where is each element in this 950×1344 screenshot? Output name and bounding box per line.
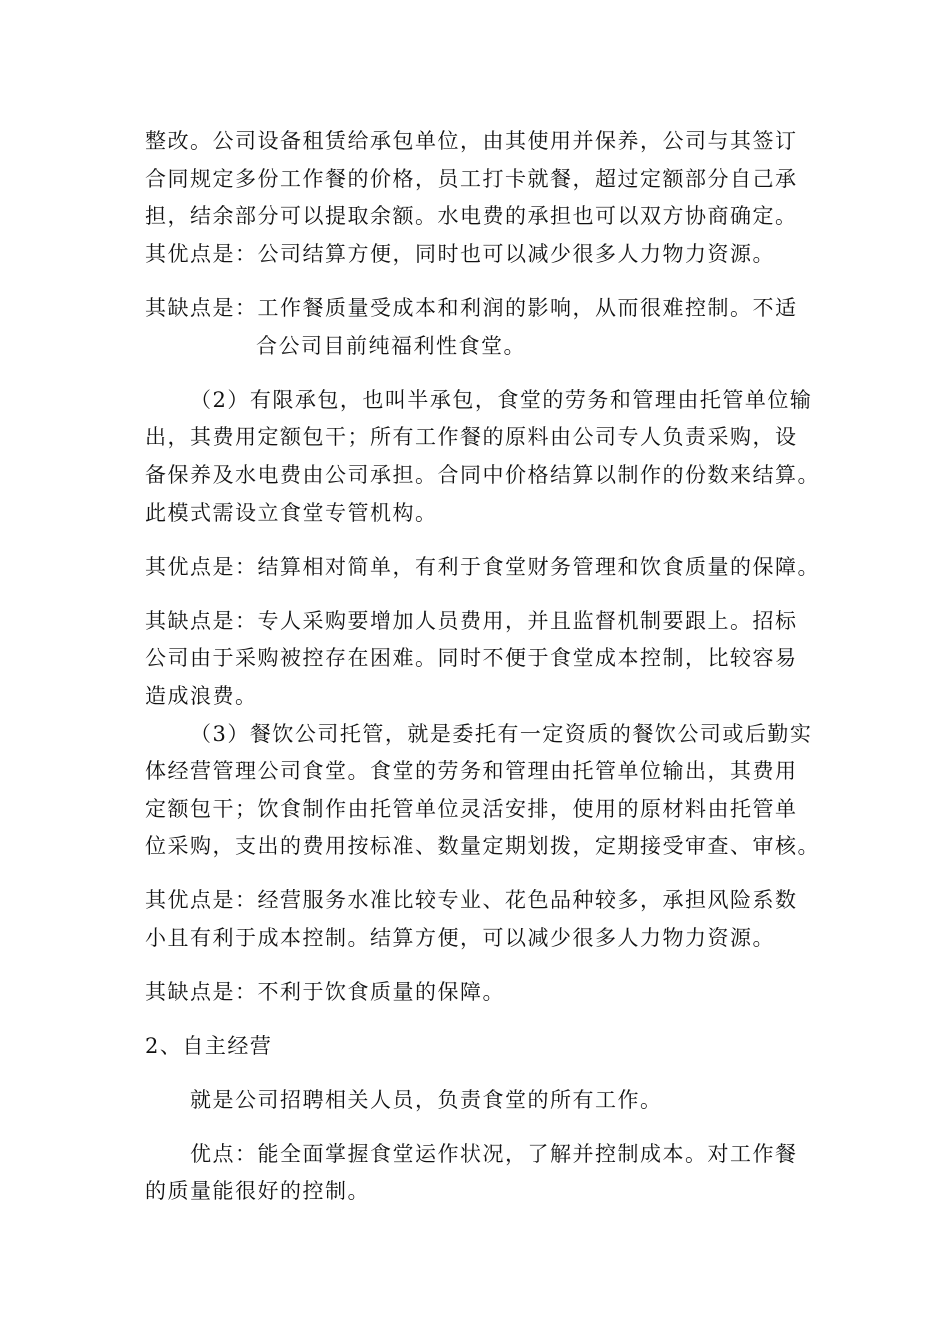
- text-line: 出，其费用定额包干；所有工作餐的原料由公司专人负责采购，设: [145, 425, 798, 449]
- text-line: 其缺点是：不利于饮食质量的保障。: [145, 980, 505, 1004]
- text-line: 体经营管理公司食堂。食堂的劳务和管理由托管单位输出，其费用: [145, 759, 798, 783]
- text-line: 优点：能全面掌握食堂运作状况，了解并控制成本。对工作餐: [190, 1142, 798, 1166]
- text-line: 定额包干；饮食制作由托管单位灵活安排，使用的原材料由托管单: [145, 797, 798, 821]
- text-line: 其缺点是：工作餐质量受成本和利润的影响，从而很难控制。不适: [145, 296, 798, 320]
- text-line: （2）有限承包，也叫半承包，食堂的劳务和管理由托管单位输: [190, 388, 813, 412]
- text-line: 此模式需设立食堂专管机构。: [145, 501, 438, 525]
- text-line: 其优点是：经营服务水准比较专业、花色品种较多，承担风险系数: [145, 888, 798, 912]
- section-heading: 2、自主经营: [145, 1034, 273, 1058]
- text-line: 整改。公司设备租赁给承包单位，由其使用并保养，公司与其签订: [145, 129, 798, 153]
- text-line: 就是公司招聘相关人员，负责食堂的所有工作。: [190, 1088, 663, 1112]
- text-line: 造成浪费。: [145, 684, 258, 708]
- text-line: 其缺点是：专人采购要增加人员费用，并且监督机制要跟上。招标: [145, 609, 798, 633]
- text-line: 合同规定多份工作餐的价格，员工打卡就餐，超过定额部分自己承: [145, 167, 798, 191]
- text-line: （3）餐饮公司托管，就是委托有一定资质的餐饮公司或后勤实: [190, 722, 813, 746]
- text-line: 小且有利于成本控制。结算方便，可以减少很多人力物力资源。: [145, 926, 775, 950]
- text-line: 合公司目前纯福利性食堂。: [256, 334, 526, 358]
- text-line: 备保养及水电费由公司承担。合同中价格结算以制作的份数来结算。: [145, 463, 820, 487]
- text-line: 的质量能很好的控制。: [145, 1179, 370, 1203]
- text-line: 其优点是：结算相对简单，有利于食堂财务管理和饮食质量的保障。: [145, 555, 820, 579]
- text-line: 位采购，支出的费用按标准、数量定期划拨，定期接受审查、审核。: [145, 834, 820, 858]
- text-line: 公司由于采购被控存在困难。同时不便于食堂成本控制，比较容易: [145, 646, 798, 670]
- text-line: 其优点是：公司结算方便，同时也可以减少很多人力物力资源。: [145, 242, 775, 266]
- text-line: 担，结余部分可以提取余额。水电费的承担也可以双方协商确定。: [145, 204, 798, 228]
